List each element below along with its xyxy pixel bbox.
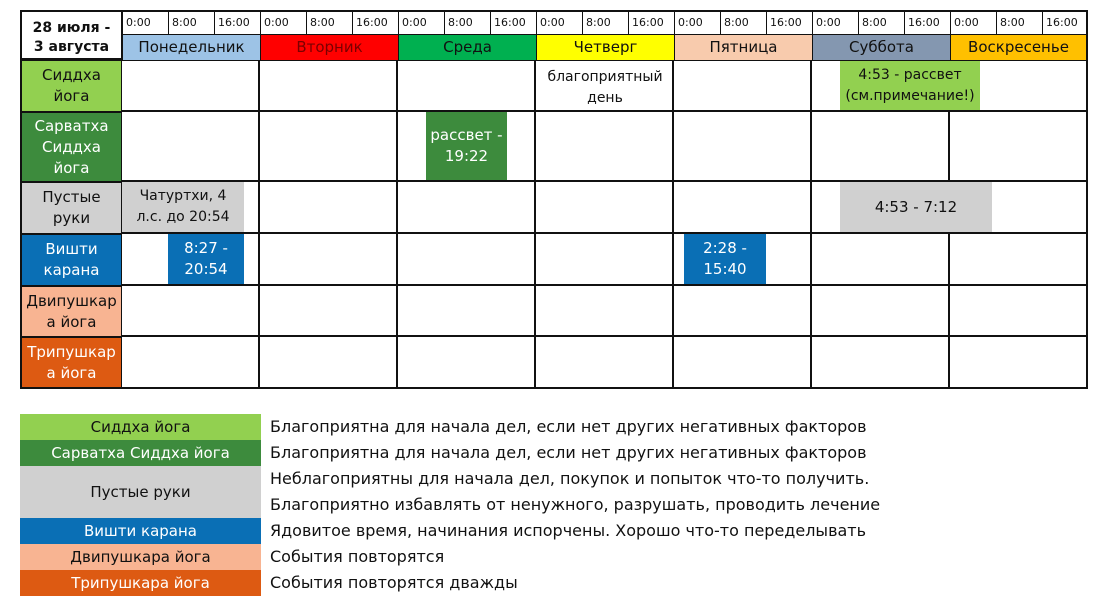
schedule-cell [536,112,674,182]
schedule-cell [398,60,536,112]
legend-description: Ядовитое время, начинания испорчены. Хорошо что-то переделывать [270,521,867,540]
week-range-title: 28 июля - 3 августа [20,10,122,60]
event-bar: благоприятный день [547,69,663,106]
schedule-cell [812,234,950,286]
time-tick: 16:00 [490,10,536,34]
schedule-cell [398,182,536,234]
schedule-cell [260,112,398,182]
schedule-cell [950,337,1088,389]
event-bar: рассвет - 19:22 [426,112,507,180]
time-tick: 16:00 [214,10,260,34]
legend-swatch: Двипушкара йога [20,544,261,570]
day-header-3: Четверг [536,34,674,60]
schedule-cell [536,182,674,234]
legend-swatch: Сиддха йога [20,414,261,440]
schedule-cell [674,112,812,182]
time-tick: 8:00 [858,10,904,34]
legend-description: Благоприятна для начала дел, если нет других негативных факторов [270,417,867,436]
schedule-cell [950,286,1088,337]
schedule-cell [536,234,674,286]
time-tick: 8:00 [168,10,214,34]
event-bar: 4:53 - рассвет (см.примечание!) [840,61,980,110]
schedule-cell [398,234,536,286]
time-tick: 8:00 [444,10,490,34]
day-header-2: Среда [398,34,536,60]
schedule-cell [674,182,812,234]
legend-description: События повторятся [270,547,445,566]
schedule-cell [398,286,536,337]
schedule-cell [812,337,950,389]
schedule-cell [398,337,536,389]
schedule-cell [122,337,260,389]
time-tick: 8:00 [996,10,1042,34]
day-header-0: Понедельник [122,34,260,60]
legend-description: Благоприятна для начала дел, если нет других негативных факторов [270,443,867,462]
day-header-6: Воскресенье [950,34,1088,60]
row-label: Двипушкар а йога [20,286,122,337]
row-label: Вишти карана [20,234,122,286]
time-tick: 8:00 [306,10,352,34]
schedule-cell [536,286,674,337]
time-tick: 16:00 [904,10,950,34]
schedule-cell [260,286,398,337]
event-bar: 2:28 - 15:40 [684,234,766,284]
schedule-cell [536,337,674,389]
time-tick: 8:00 [720,10,766,34]
legend-swatch: Пустые руки [20,466,261,518]
row-label: Сиддха йога [20,60,122,112]
time-tick: 8:00 [582,10,628,34]
schedule-cell [812,286,950,337]
time-tick: 16:00 [628,10,674,34]
time-tick: 0:00 [536,10,582,34]
day-header-1: Вторник [260,34,398,60]
day-header-4: Пятница [674,34,812,60]
legend [20,414,1090,598]
schedule-cell [674,337,812,389]
schedule-cell [122,112,260,182]
time-tick: 0:00 [122,10,168,34]
time-tick: 16:00 [1042,10,1088,34]
schedule-cell [260,337,398,389]
time-tick: 0:00 [950,10,996,34]
schedule-cell [674,60,812,112]
schedule-cell [674,286,812,337]
row-label: Трипушкар а йога [20,337,122,389]
schedule-cell [260,182,398,234]
schedule-cell [950,112,1088,182]
event-bar: 8:27 - 20:54 [168,234,244,284]
row-label: Пустые руки [20,182,122,234]
day-header-5: Суббота [812,34,950,60]
row-label: Сарватха Сиддха йога [20,112,122,182]
schedule-cell [812,112,950,182]
time-tick: 16:00 [766,10,812,34]
legend-swatch: Трипушкара йога [20,570,261,596]
schedule-cell [122,60,260,112]
schedule-grid [20,10,1090,389]
legend-swatch: Сарватха Сиддха йога [20,440,261,466]
schedule-cell [260,60,398,112]
time-tick: 0:00 [674,10,720,34]
legend-description: Неблагоприятны для начала дел, покупок и попыток что-то получить. Благоприятно избавлять от ненужного, разрушать, проводить лечение [270,469,881,514]
time-tick: 0:00 [398,10,444,34]
schedule-cell [260,234,398,286]
schedule-cell [950,234,1088,286]
legend-description: События повторятся дважды [270,573,518,592]
time-tick: 0:00 [260,10,306,34]
time-tick: 16:00 [352,10,398,34]
time-tick: 0:00 [812,10,858,34]
legend-swatch: Вишти карана [20,518,261,544]
event-bar: 4:53 - 7:12 [840,182,992,232]
schedule-cell [122,286,260,337]
event-bar: Чатуртхи, 4 л.с. до 20:54 [122,182,244,232]
